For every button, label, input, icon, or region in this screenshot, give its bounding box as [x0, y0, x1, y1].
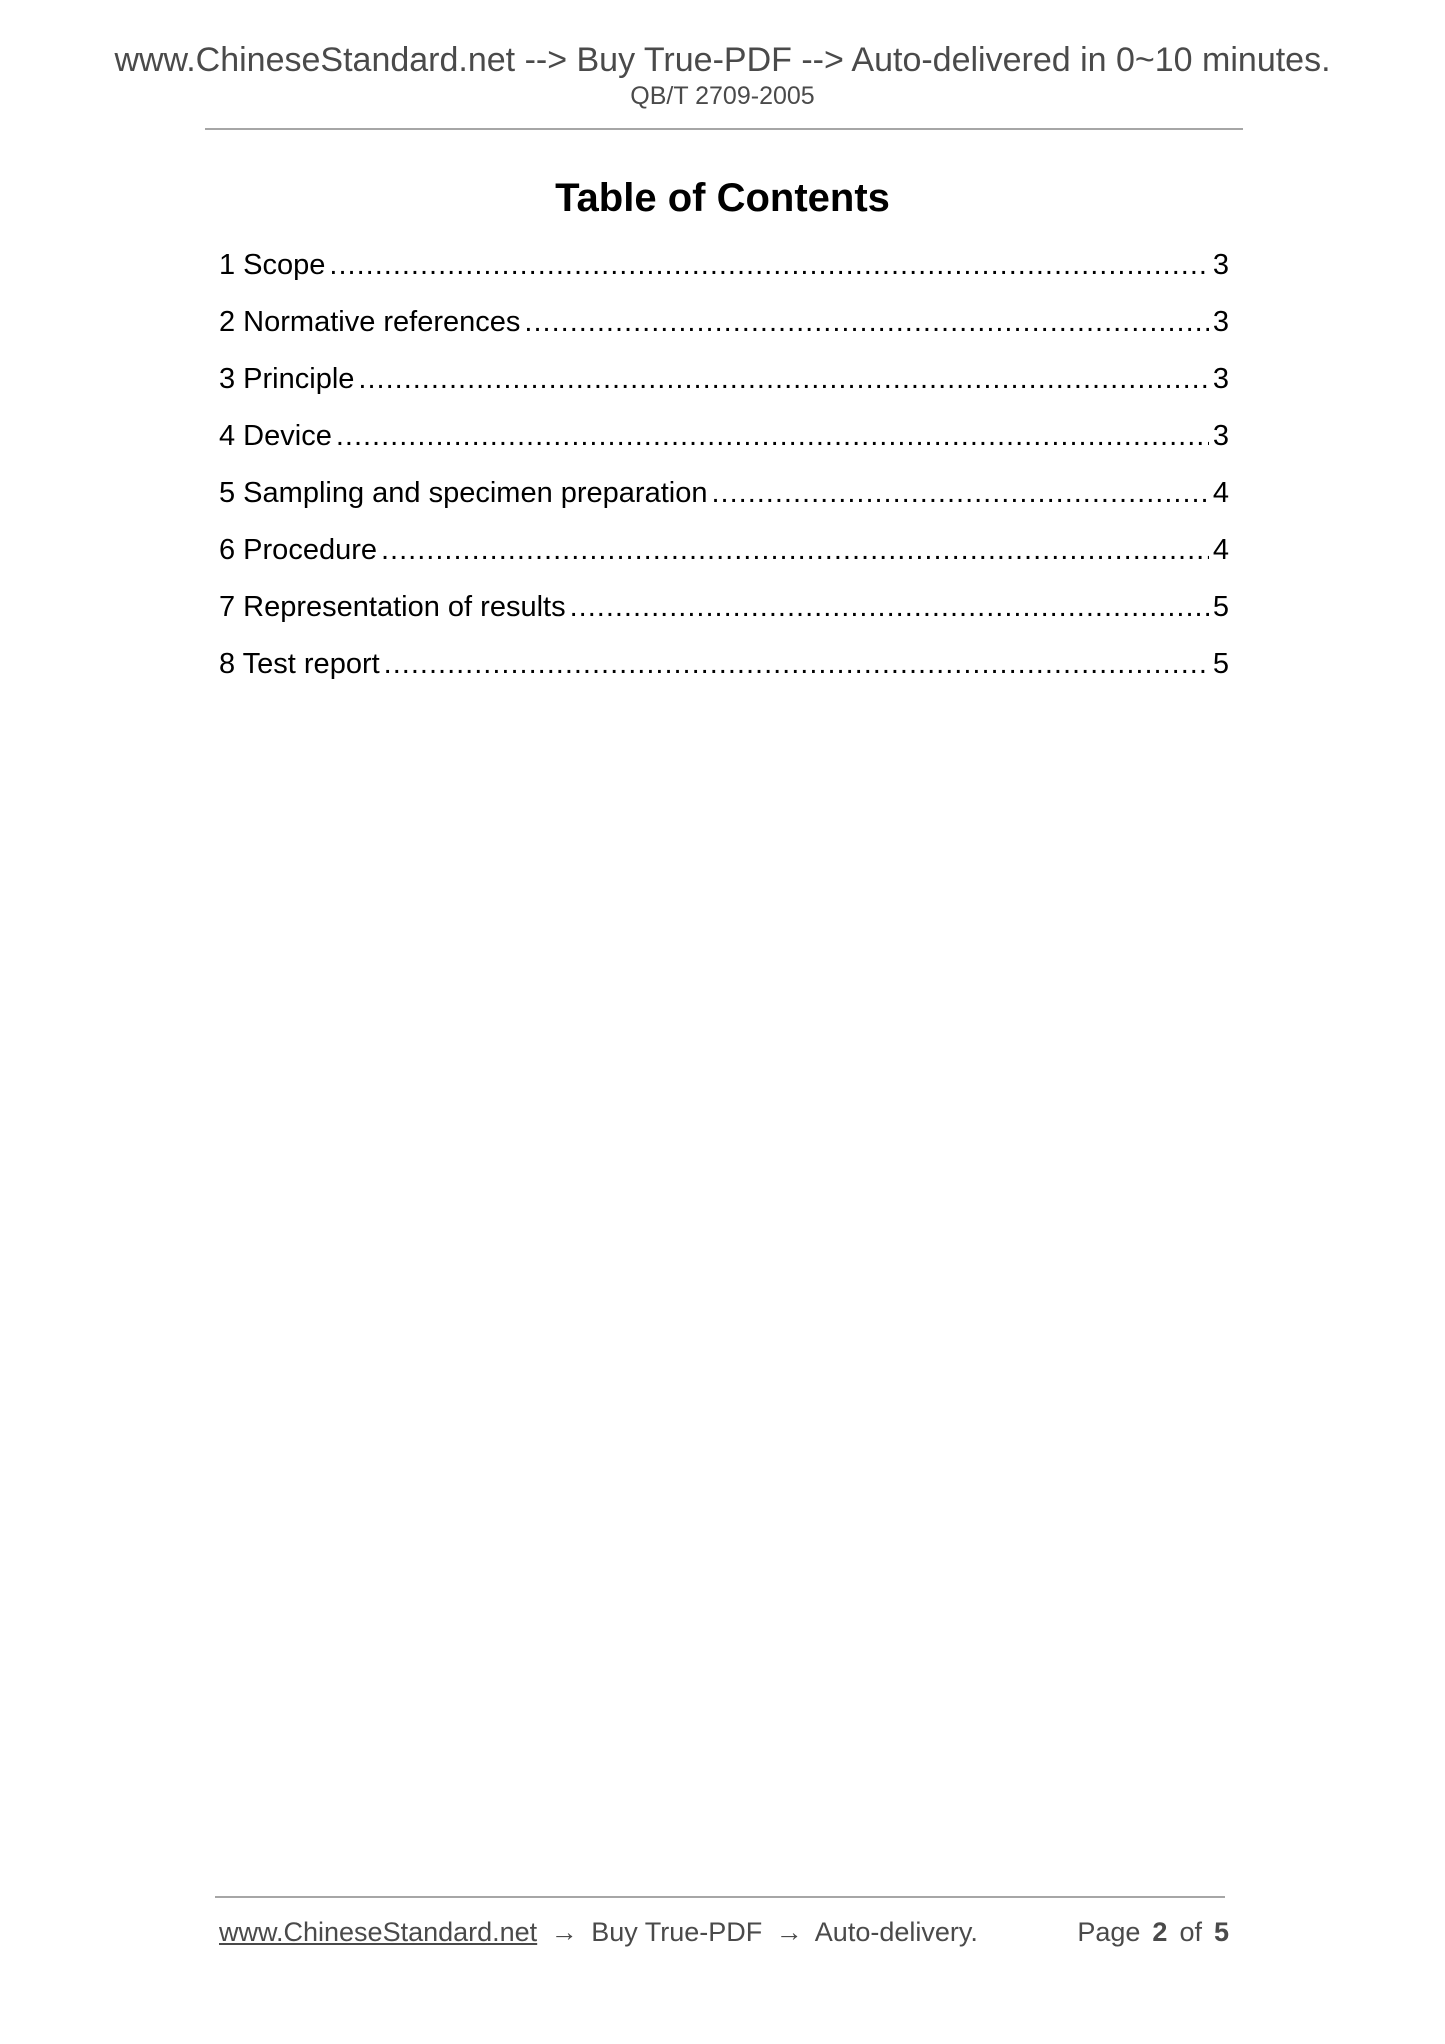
toc-entry-label: 7 Representation of results	[219, 591, 566, 623]
toc-dot-leader	[329, 242, 1208, 288]
document-number: QB/T 2709-2005	[630, 82, 815, 110]
page-of-label: of	[1179, 1917, 1202, 1947]
toc-title: Table of Contents	[555, 176, 890, 220]
toc-dot-leader	[384, 641, 1209, 687]
footer-divider	[215, 1896, 1225, 1898]
toc-entry[interactable]	[219, 413, 1229, 470]
toc-dot-leader	[711, 470, 1208, 516]
header-banner: www.ChineseStandard.net --> Buy True-PDF --> Auto-delivered in 0~10 minutes.	[114, 41, 1331, 79]
toc-entry-label: 4 Device	[219, 420, 332, 452]
toc-page-number: 3	[1212, 249, 1229, 281]
toc-entry[interactable]	[219, 470, 1229, 527]
toc-page-number: 3	[1212, 420, 1229, 452]
toc-entry-label: 3 Principle	[219, 363, 355, 395]
table-of-contents	[219, 242, 1229, 698]
toc-entry[interactable]	[219, 584, 1229, 641]
toc-entry[interactable]	[219, 299, 1229, 356]
footer-site-link[interactable]: www.ChineseStandard.net	[219, 1917, 538, 1947]
footer-buy-text: Buy True-PDF	[591, 1917, 763, 1947]
header-divider	[205, 128, 1243, 130]
toc-page-number: 5	[1212, 591, 1229, 623]
footer-delivery-text: Auto-delivery.	[814, 1917, 978, 1947]
page-label: Page	[1077, 1917, 1141, 1947]
total-pages-number: 5	[1213, 1917, 1229, 1947]
toc-dot-leader	[358, 356, 1208, 402]
toc-dot-leader	[336, 413, 1209, 459]
toc-entry[interactable]	[219, 527, 1229, 584]
toc-entry-label: 8 Test report	[219, 648, 380, 680]
toc-page-number: 4	[1212, 534, 1229, 566]
toc-page-number: 4	[1212, 477, 1229, 509]
toc-entry[interactable]	[219, 242, 1229, 299]
toc-dot-leader	[524, 299, 1208, 345]
toc-dot-leader	[570, 584, 1209, 630]
toc-page-number: 3	[1212, 363, 1229, 395]
toc-entry-label: 5 Sampling and specimen preparation	[219, 477, 708, 509]
toc-page-number: 3	[1212, 306, 1229, 338]
toc-entry-label: 2 Normative references	[219, 306, 521, 338]
page-indicator	[1077, 1912, 1229, 1952]
toc-entry[interactable]	[219, 641, 1229, 698]
current-page-number: 2	[1152, 1917, 1168, 1947]
toc-entry[interactable]	[219, 356, 1229, 413]
toc-entry-label: 6 Procedure	[219, 534, 377, 566]
right-arrow-icon: →	[775, 1917, 803, 1947]
right-arrow-icon: →	[550, 1917, 578, 1947]
toc-dot-leader	[381, 527, 1209, 573]
page-footer	[219, 1912, 1229, 1952]
footer-promo	[219, 1912, 978, 1952]
toc-entry-label: 1 Scope	[219, 249, 326, 281]
toc-page-number: 5	[1212, 648, 1229, 680]
